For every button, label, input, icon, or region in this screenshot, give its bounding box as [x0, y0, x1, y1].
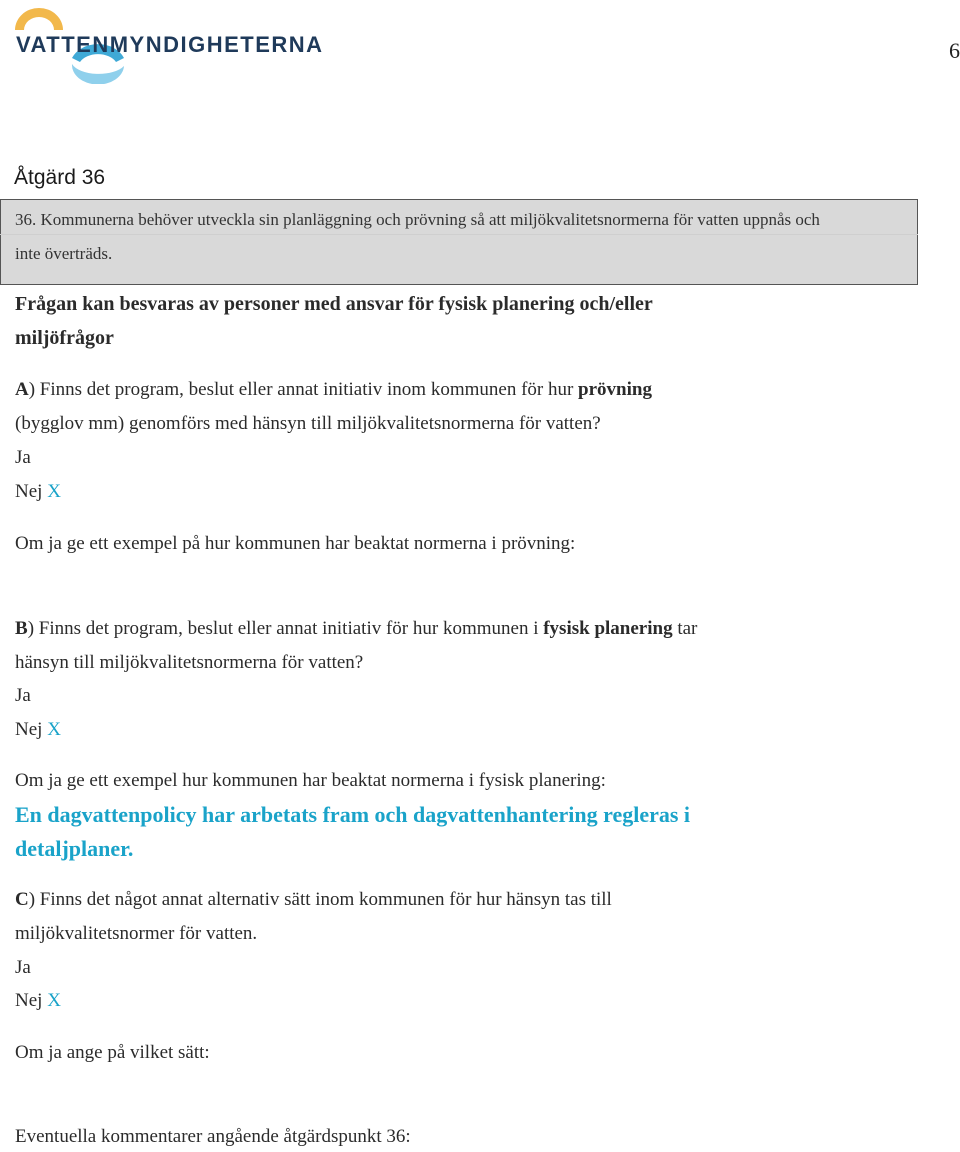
- question-b-keyword: fysisk planering: [543, 618, 673, 639]
- page-number: 6: [949, 38, 960, 63]
- question-a-keyword: prövning: [578, 379, 652, 400]
- question-a-no-label: Nej: [15, 481, 48, 502]
- question-a-example-prompt: Om ja ge ett exempel på hur kommunen har beaktat normerna i prövning:: [15, 533, 576, 554]
- vattenmyndigheterna-logo: [14, 4, 326, 84]
- measure-description-line2: inte överträds.: [15, 244, 113, 263]
- question-c-text: ) Finns det något annat alternativ sätt inom kommunen för hur hänsyn tas till: [28, 889, 612, 910]
- question-b-no-mark: X: [47, 719, 61, 740]
- question-b-text: ) Finns det program, beslut eller annat initiativ för hur kommunen i: [27, 618, 544, 639]
- question-a-line2: (bygglov mm) genomförs med hänsyn till miljökvalitetsnormerna för vatten?: [15, 413, 601, 434]
- question-b-letter: B: [15, 618, 28, 639]
- question-a-no-option: [15, 481, 61, 503]
- question-a-text: ) Finns det program, beslut eller annat initiativ inom kommunen för hur: [28, 379, 579, 400]
- question-c-yes-option: Ja: [15, 957, 31, 978]
- question-c-line1: [15, 889, 612, 911]
- audience-line1: Frågan kan besvaras av personer med ansvar för fysisk planering och/eller: [15, 293, 653, 315]
- logo-wordmark: VATTENMYNDIGHETERNA: [16, 32, 324, 57]
- question-c-no-option: [15, 990, 61, 1012]
- question-b-no-option: [15, 719, 61, 741]
- comments-label: Eventuella kommentarer angående åtgärdspunkt 36:: [15, 1126, 411, 1147]
- question-b-answer-line1: En dagvattenpolicy har arbetats fram och dagvattenhantering regleras i: [15, 802, 691, 827]
- question-c-letter: C: [15, 889, 29, 910]
- measure-box-divider: [0, 234, 918, 235]
- question-b-answer-line2: detaljplaner.: [15, 836, 134, 861]
- question-b-text-end: tar: [672, 618, 698, 639]
- question-b-example-prompt: Om ja ge ett exempel hur kommunen har beaktat normerna i fysisk planering:: [15, 770, 606, 791]
- question-b-line1: [15, 618, 697, 640]
- question-c-line2: miljökvalitetsnormer för vatten.: [15, 923, 258, 944]
- audience-line2: miljöfrågor: [15, 327, 114, 349]
- question-c-no-mark: X: [47, 990, 61, 1011]
- question-b-no-label: Nej: [15, 719, 48, 740]
- question-b-line2: hänsyn till miljökvalitetsnormerna för vatten?: [15, 652, 364, 673]
- question-a-yes-option: Ja: [15, 447, 31, 468]
- question-c-example-prompt: Om ja ange på vilket sätt:: [15, 1042, 210, 1063]
- question-b-yes-option: Ja: [15, 685, 31, 706]
- measure-description-line1: 36. Kommunerna behöver utveckla sin planläggning och prövning så att miljökvalitetsnormerna för vatten uppnås och: [15, 210, 820, 229]
- question-a-line1: [15, 379, 652, 401]
- question-a-letter: A: [15, 379, 29, 400]
- question-a-no-mark: X: [47, 481, 61, 502]
- measure-heading: Åtgärd 36: [14, 166, 106, 189]
- question-c-no-label: Nej: [15, 990, 48, 1011]
